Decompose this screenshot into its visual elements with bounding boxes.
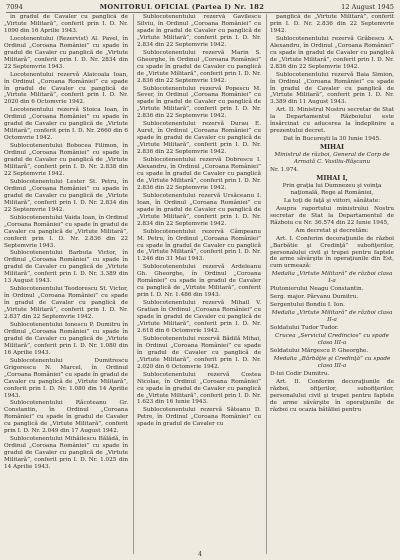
paragraph: Locotenentului rezervă Stoica Ioan, în Ordinul „Coroana României” cu spade în gradul de Cavaler cu panglică de „Virtute Militară”, conferit prin I. D. Nr. 2660 din 6 Octomvrie 1942. bbox=[4, 107, 128, 142]
paragraph: Art. I. Conferim decoraţiunile de război „Barbătie şi Credinţă” subofiţerilor, personalului civil şi trupei pentru faptele de arme săvârşite în operaţiunile din Est, cum urmează: bbox=[270, 235, 394, 270]
paragraph: panglică de „Virtute Militară”, conferit prin I. D. Nr. 2.836 din 22 Septemvrie 1942. bbox=[270, 14, 394, 34]
issue-date: 12 August 1945 bbox=[341, 3, 394, 11]
paragraph: Medalia „Virtute Militară” de război clasa II-a bbox=[271, 310, 393, 324]
publication-title: MONITORUL OFICIAL (Partea I) Nr. 182 bbox=[99, 3, 265, 11]
paragraph: Sublocotenentului rezervă Popescu M. Sever, în Ordinul „Coroana României” cu spade în gradul de Cavaler cu panglică de „Virtute Militară”, conferit prin I. D. Nr. 2.836 din 22 Septemvrie 1942. bbox=[137, 85, 261, 120]
paragraph: Sublocotenentului rezervă Grăbescu A. Alexandru, în Ordinul „Coroana României” cu spade în gradul de Cavaler cu panglică de „Virtute Militară”, conferit prin I. D. Nr. 2.836 din 22 Septemvrie 1942. bbox=[270, 35, 394, 70]
paragraph: Sublocotenentului rezervă Marin S. Gheorghe, în Ordinul „Coroana României” cu spade în gradul de Cavaler cu panglică de „Virtute Militară”, conferit prin I. D. Nr. 2.836 din 22 Septemvrie 1942. bbox=[137, 49, 261, 84]
paragraph: Soldatului Tudor Tudor. bbox=[270, 325, 339, 332]
paragraph: Sublocotenentului rezervă Ursăceanu I. Ioan, în Ordinul „Coroana României” cu spade în gradul de Cavaler cu panglică de „Virtute Militară”, conferit prin I. D. Nr. 2.834 din 22 Septemvrie 1942. bbox=[137, 192, 261, 227]
paragraph: D-lui Codir Dumitru. bbox=[270, 370, 330, 377]
paragraph: Serg. major. Pârvanu Dumitru. bbox=[270, 294, 359, 301]
paragraph: Sublocotenentului Mihăilescu Bălădă, în Ordinul „Coroana României” cu spade în gradul de Cavaler cu panglică de „Virtute Militară”, conferit prin I. D. Nr. 1.025 din 14 Aprilie 1943. bbox=[4, 436, 128, 471]
paragraph: Sublocotenentului Răcoteanu Gr. Constantin, în Ordinul „Coroana României” cu spade în gradul de Cavaler cu panglică de „Virtute Militară”, conferit prin I. D. Nr. 2.049 din 17 August 1942. bbox=[4, 400, 128, 435]
column-divider bbox=[133, 14, 134, 554]
paragraph: Sublocotenentului Ionescu P. Dumitru în Ordinul „Coroana României” cu spade în gradul de Cavaler cu panglică de „Virtute Militară”, conferit prin I. D. Nr. 1.080 din 16 Aprilie 1943. bbox=[4, 321, 128, 356]
paragraph: Sublocotenentului Dumitrescu Grigorescu N. Marcel, în Ordinul „Coroana României” cu spade în gradul de Cavaler cu panglică de „Virtute Militară”, conferit prin I. D. Nr. 1.080 din 14 Aprilie 1943. bbox=[4, 357, 128, 399]
paragraph: Soldatului Mărgescu P. Gheorghe. bbox=[270, 347, 369, 354]
paragraph: Ministrul de război, General de Corp de Armată C. Vasiliu-Răşcanu bbox=[274, 152, 390, 166]
paragraph: Nr. 1.974. bbox=[270, 167, 299, 174]
paragraph: Sergentului Bondiu I. Ion. bbox=[270, 302, 345, 309]
page-number: 7094 bbox=[6, 3, 23, 11]
paragraph: Medalia „Bărbăţie şi Credinţă” cu spade clasa III-a bbox=[273, 355, 391, 369]
paragraph: în gradul de Cavaler cu panglică de „Virtute Militară”, conferit prin I. D. Nr. 1090 din 16 Aprilie 1943. bbox=[4, 14, 128, 34]
paragraph: Sublocotenentului Bobocea Filimon, în Ordinul „Coroana României” cu spade în gradul de Cavaler cu panglică de „Virtute Militară”, conferit prin I. D. Nr. 2.838 din 22 Septemvrie 1942. bbox=[4, 143, 128, 177]
paragraph: Sublocotenentului Barbuta Victor, în Ordinul „Coroana României” cu spade în gradul de Cavaler cu panglică de „Virtute Militară”, conferit prin I. D. Nr. 3.389 din 13 August 1943. bbox=[4, 250, 128, 285]
text-column-right bbox=[270, 14, 394, 554]
text-column-middle bbox=[137, 14, 261, 554]
paragraph: Sublocotenentului rezervă Costea Nicolae, în Ordinul „Coroana României” cu spade în gradul de Cavaler cu panglică de „Virtute Militară”, conferit prin I. D. Nr. 1.623 din 16 Iunie 1943. bbox=[137, 371, 261, 406]
paragraph: Sublocotenentului rezervă Gavilescu Silviu, în Ordinul „Coroana României” cu spade în gradul de Cavaler cu panglică de „Virtute Militară”, conferit prin I. D. Nr. 2.834 din 22 Septemvrie 1942. bbox=[137, 14, 261, 48]
page-footer-mark: 4 bbox=[198, 551, 202, 558]
paragraph: Locotenentului rezervă Alaicoala Ioan, în Ordinul „Coroana României” cu spade în gradul de Cavaler cu panglică de „Virtute Militară”, conferit prin I. D. Nr. 2020 din 6 Octomvrie 1942. bbox=[4, 71, 128, 106]
paragraph: Medalia „Virtute Militară” de război clasa I-a bbox=[271, 271, 393, 285]
page-header bbox=[6, 2, 394, 13]
paragraph: Sublocotenentului rezervă Durau E. Aurel, în Ordinul „Coroana României” cu spade în gradul de Cavaler cu panglică de „Virtute Militară”, conferit prin I. D. Nr. 2.836 din 22 Septemvrie 1942. bbox=[137, 121, 261, 156]
paragraph: La toţi de faţă şi viitori, sănătate: bbox=[283, 197, 381, 204]
paragraph: Locotenentului (Rezervist) Al. Pavel, în Ordinul „Coroana României” cu spade în gradul de Cavaler cu panglică de „Virtute Militară”, conferit prin I. D. Nr. 2834 din 22 Septemvrie 1943. bbox=[4, 35, 128, 70]
paragraph: MIHAI I, bbox=[316, 173, 348, 182]
text-column-left bbox=[4, 14, 128, 554]
paragraph: Art. II. Conferim decoraţiunile de război, ofiţerilor, subofiţerilor, personalului civil şi trupei pentru faptele de arme săvârşite în operaţiunile de război cu ocazia bătăliei pentru bbox=[270, 378, 394, 413]
paragraph: Sublocotenentului rezervă Baia Simion, în Ordinul „Coroana României” cu spade în gradul de Cavaler cu panglică de „Virtute Militară”, conferit prin I. D. Nr. 3.389 din 11 August 1943. bbox=[270, 71, 394, 106]
paragraph: Am decretat şi decretăm: bbox=[295, 227, 369, 234]
paragraph: Sublocotenentului rezervă Ardeleanu Gh. Gheorghe, în Ordinul „Coroana României” cu spade în gradul de Cavaler cu panglică de „Virtute Militară”, conferit prin I. D. Nr. 1.486 din 1943. bbox=[137, 264, 261, 299]
paragraph: Prin graţia lui Dumnezeu şi voinţa naţională, Rege al României, bbox=[282, 182, 382, 196]
paragraph: Crucea „Serviciul Credincios” cu spade clasa III-a bbox=[275, 332, 389, 346]
column-divider bbox=[266, 14, 267, 554]
paragraph: Sublocotenentului Lester St. Petru, în Ordinul „Coroana României” cu spade în gradul de Cavaler cu panglică de „Virtute Militară”, conferit prin I. D. Nr. 2.834 din 22 Septemvrie 1942. bbox=[4, 178, 128, 213]
paragraph: Sublocotenentului rezervă Dobrescu I. Alexandru, în Ordinul „Coroana României” cu spade în gradul de Cavaler cu panglică de „Virtute Militară”, conferit prin I. D. Nr. 2.836 din 22 Septemvrie 1942. bbox=[137, 157, 261, 191]
paragraph: Sublocotenentului rezervă Mihail V. Gratian în Ordinul „Coroana României” cu spade în gradul de Cavaler cu panglică de „Virtute Militară”, conferit prin I. D. Nr. 2.618 din 6 Octomvrie 1942. bbox=[137, 300, 261, 334]
paragraph: Sublocotenentului rezervă Câmpeanu M. Petru, în Ordinul „Coroana României” cu spade în gradul de Cavaler cu panglică de „Virtute Militară”, conferit prin I. D. Nr. 1.246 din 31 Mai 1943. bbox=[137, 228, 261, 263]
paragraph: Asupra raportului ministrului Nostru secretar de Stat la Departamentul de Războiu cu Nr. 36.574 din 22 Iunie 1945, bbox=[270, 205, 394, 226]
paragraph: Sublocotenentului rezervă Bădilă Mihai, în Ordinul „Coroana României” cu spade în gradul de Cavaler cu panglică de „Virtute Militară”, conferit prin I. D. Nr. 2.020 din 6 Octomvrie 1942. bbox=[137, 335, 261, 370]
paragraph: Dat în Bucureşti la 30 Iunie 1945. bbox=[283, 136, 381, 143]
paragraph: Plutonierului Neagu Constantin. bbox=[270, 286, 364, 293]
paragraph: Sublocotenentului Teodorescu St. Victor, în Ordinul „Coroana României” cu spade în gradul de Cavaler cu panglică de „Virtute Militară”, conferit prin I. D. Nr. 2.837 din 22 Septemvrie 1942. bbox=[4, 286, 128, 321]
paragraph: MIHAI bbox=[319, 143, 345, 152]
paragraph: Sublocotenentului Vaida Ioan, în Ordinul „Coroana României” cu spade în gradul de Cavaler cu panglică de „Virtute Militară”, conferit prin I. D. Nr. 2.836 din 22 Septemvrie 1943. bbox=[4, 214, 128, 249]
paragraph: Art. II. Ministrul Nostru secretar de Stat la Departamentul Războiului este însărcinat cu aducerea la îndeplinire a prezentului decret. bbox=[270, 107, 394, 135]
paragraph: Sublocotenentului rezervă Săteanu D. Petre, în Ordinul „Coroana României” cu spade în gradul de Cavaler cu bbox=[137, 407, 261, 428]
